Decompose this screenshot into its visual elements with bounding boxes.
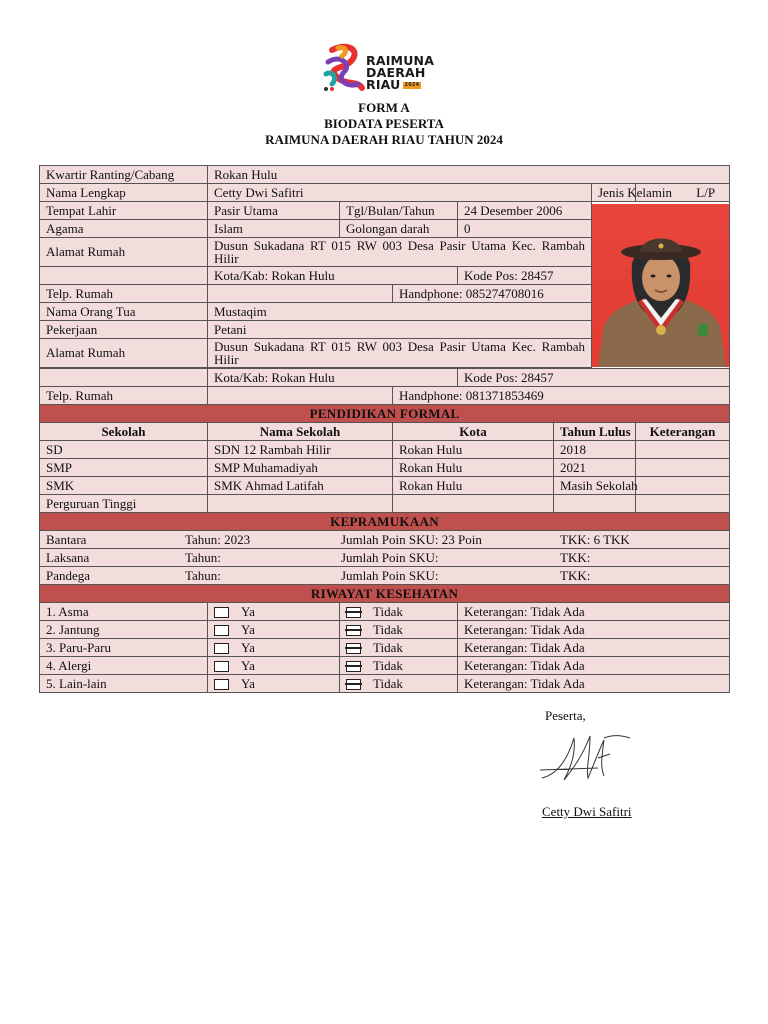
ya-checkbox[interactable] xyxy=(214,643,229,654)
table-row: Bantara Tahun: 2023 Jumlah Poin SKU: 23 Poin TKK: 6 TKK xyxy=(40,531,730,549)
pekerjaan-value: Petani xyxy=(208,321,592,339)
row-tempat xyxy=(40,202,730,220)
kepramukaan-header xyxy=(40,513,730,531)
kota2-value: Kota/Kab: Rokan Hulu xyxy=(208,369,458,387)
pendidikan-header xyxy=(40,405,730,423)
hp2-value: Handphone: 081371853469 xyxy=(393,387,730,405)
ya-checkbox[interactable] xyxy=(214,607,229,618)
kesehatan-title: RIWAYAT KESEHATAN xyxy=(40,585,730,603)
form-subtitle: BIODATA PESERTA xyxy=(324,116,444,131)
kwartir-value: Rokan Hulu xyxy=(208,166,730,184)
photo-cell xyxy=(592,202,730,369)
pendidikan-title: PENDIDIKAN FORMAL xyxy=(40,405,730,423)
table-row: 5. Lain-lain Ya Tidak Keterangan: Tidak Ada xyxy=(40,675,730,693)
biodata-table xyxy=(39,165,730,693)
table-row: SMP SMP Muhamadiyah Rokan Hulu 2021 xyxy=(40,459,730,477)
table-row: 3. Paru-Paru Ya Tidak Keterangan: Tidak Ada xyxy=(40,639,730,657)
row-kwartir xyxy=(40,166,730,184)
alamat-label: Alamat Rumah xyxy=(40,238,208,267)
telp-label: Telp. Rumah xyxy=(40,285,208,303)
table-row: Perguruan Tinggi xyxy=(40,495,730,513)
participant-photo xyxy=(592,204,729,367)
table-row: SMK SMK Ahmad Latifah Rokan Hulu Masih Sekolah xyxy=(40,477,730,495)
row-telp2 xyxy=(40,387,730,405)
signer-name: Cetty Dwi Safitri xyxy=(542,804,632,819)
tidak-checkbox[interactable] xyxy=(346,643,361,654)
nama-value: Cetty Dwi Safitri xyxy=(208,184,592,202)
signature-image xyxy=(538,728,638,793)
nama-label: Nama Lengkap xyxy=(40,184,208,202)
col-sekolah: Sekolah xyxy=(40,423,208,441)
agama-value: Islam xyxy=(208,220,340,238)
gol-label: Golongan darah xyxy=(340,220,458,238)
ya-checkbox[interactable] xyxy=(214,625,229,636)
tgl-value: 24 Desember 2006 xyxy=(458,202,592,220)
kwartir-label: Kwartir Ranting/Cabang xyxy=(40,166,208,184)
jk-value: L/P xyxy=(636,184,730,202)
col-kota: Kota xyxy=(393,423,554,441)
table-row: 4. Alergi Ya Tidak Keterangan: Tidak Ada xyxy=(40,657,730,675)
table-row: Laksana Tahun: Jumlah Poin SKU: TKK: xyxy=(40,549,730,567)
hp-value: Handphone: 085274708016 xyxy=(393,285,592,303)
agama-label: Agama xyxy=(40,220,208,238)
tempat-label: Tempat Lahir xyxy=(40,202,208,220)
kepramukaan-title: KEPRAMUKAAN xyxy=(40,513,730,531)
row-nama xyxy=(40,184,730,202)
telp2-label: Telp. Rumah xyxy=(40,387,208,405)
ortu-value: Mustaqim xyxy=(208,303,592,321)
col-keterangan: Keterangan xyxy=(636,423,730,441)
alamat2-label: Alamat Rumah xyxy=(40,339,208,368)
tempat-value: Pasir Utama xyxy=(208,202,340,220)
alamat2-value: Dusun Sukadana RT 015 RW 003 Desa Pasir Utama Kec. Rambah Hilir xyxy=(208,339,592,368)
event-title: RAIMUNA DAERAH RIAU TAHUN 2024 xyxy=(265,132,503,147)
form-title-block xyxy=(0,100,768,148)
pekerjaan-label: Pekerjaan xyxy=(40,321,208,339)
tidak-checkbox[interactable] xyxy=(346,607,361,618)
table-row: 2. Jantung Ya Tidak Keterangan: Tidak Ada xyxy=(40,621,730,639)
form-code: FORM A xyxy=(358,100,410,115)
gol-value: 0 xyxy=(458,220,592,238)
col-tahun-lulus: Tahun Lulus xyxy=(554,423,636,441)
tidak-checkbox[interactable] xyxy=(346,679,361,690)
ya-checkbox[interactable] xyxy=(214,661,229,672)
kota-value: Kota/Kab: Rokan Hulu xyxy=(208,267,458,285)
logo-wordmark: RAIMUNA DAERAH RIAU 2024 xyxy=(366,53,435,92)
kesehatan-header xyxy=(40,585,730,603)
tgl-label: Tgl/Bulan/Tahun xyxy=(340,202,458,220)
tidak-checkbox[interactable] xyxy=(346,661,361,672)
table-row: SD SDN 12 Rambah Hilir Rokan Hulu 2018 xyxy=(40,441,730,459)
table-row: Pandega Tahun: Jumlah Poin SKU: TKK: xyxy=(40,567,730,585)
ya-checkbox[interactable] xyxy=(214,679,229,690)
alamat-value: Dusun Sukadana RT 015 RW 003 Desa Pasir Utama Kec. Rambah Hilir xyxy=(208,238,592,267)
kodepos2-value: Kode Pos: 28457 xyxy=(458,369,730,387)
pendidikan-columns xyxy=(40,423,730,441)
ortu-label: Nama Orang Tua xyxy=(40,303,208,321)
kodepos-value: Kode Pos: 28457 xyxy=(458,267,592,285)
row-kota2 xyxy=(40,369,730,387)
jk-label: Jenis Kelamin xyxy=(592,184,636,202)
peserta-label: Peserta, xyxy=(545,708,586,723)
col-nama-sekolah: Nama Sekolah xyxy=(208,423,393,441)
tidak-checkbox[interactable] xyxy=(346,625,361,636)
table-row: 1. Asma Ya Tidak Keterangan: Tidak Ada xyxy=(40,603,730,621)
